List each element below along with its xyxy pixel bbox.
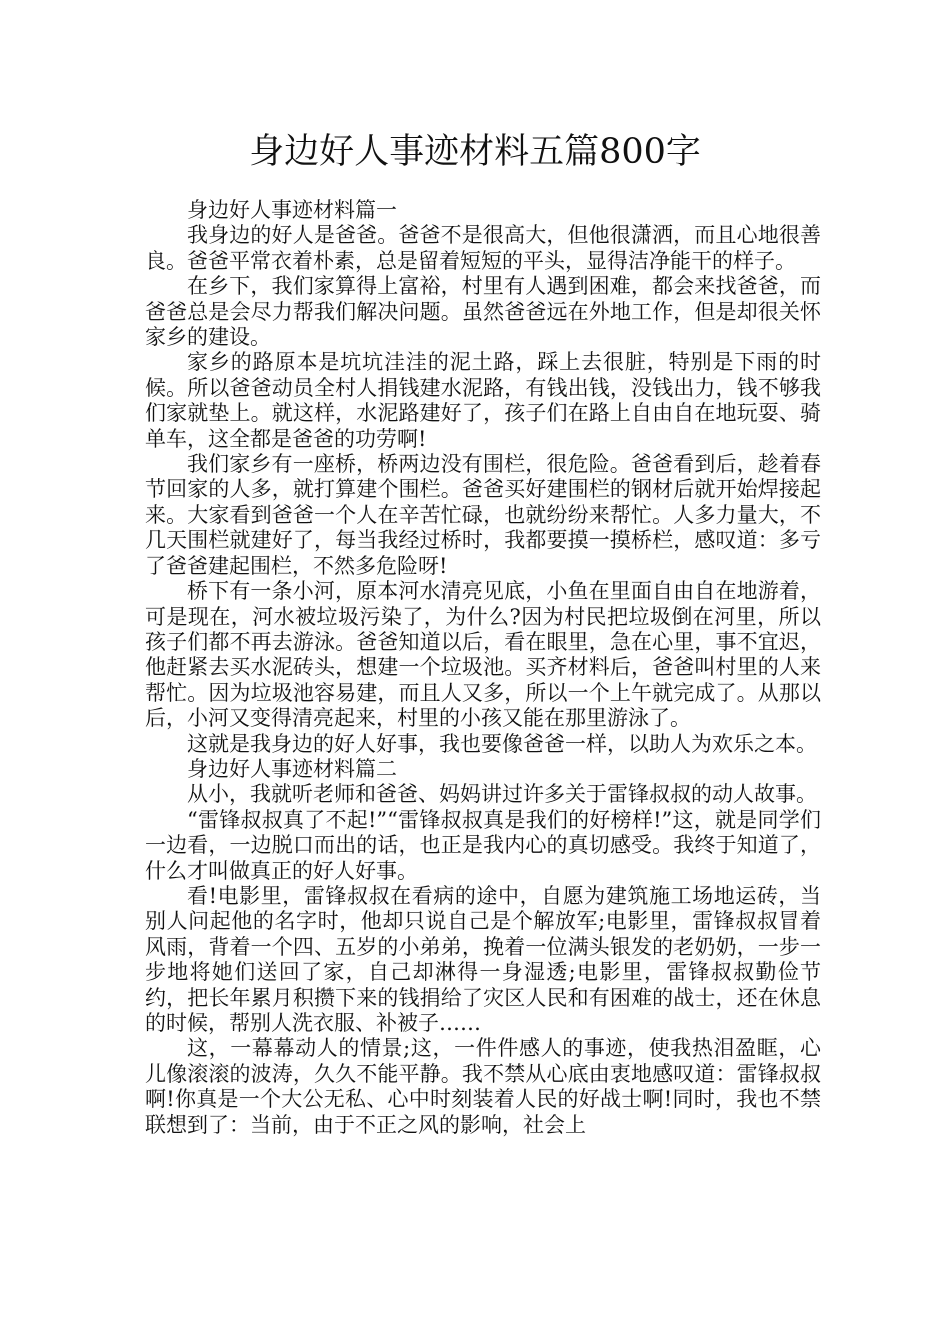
paragraph: 这就是我身边的好人好事，我也要像爸爸一样，以助人为欢乐之本。 [187,731,817,756]
paragraph: 看!电影里，雷锋叔叔在看病的途中，自愿为建筑施工场地运砖，当别人问起他的名字时，他却只说自己是个解放军;电影里，雷锋叔叔冒着风雨，背着一个四、五岁的小弟弟，挽着一位满头银发的老奶奶，一步一步地将她们送回了家，自己却淋得一身湿透;电影里，雷锋叔叔勤俭节约，把长年累月积攒下来的钱捐给了灾区人民和有困难的战士，还在休息的时候，帮别人洗衣服、补被子…… [145,883,821,1035]
paragraph: “雷锋叔叔真了不起!”“雷锋叔叔真是我们的好榜样!”这，就是同学们一边看，一边脱口而出的话，也正是我内心的真切感受。我终于知道了，什么才叫做真正的好人好事。 [145,807,821,883]
document-title: 身边好人事迹材料五篇800字 [249,132,701,172]
section-heading: 身边好人事迹材料篇一 [187,198,397,222]
paragraph: 我身边的好人是爸爸。爸爸不是很高大，但他很潇洒，而且心地很善良。爸爸平常衣着朴素，总是留着短短的平头，显得洁净能干的样子。 [145,223,821,273]
paragraph: 家乡的路原本是坑坑洼洼的泥土路，踩上去很脏，特别是下雨的时候。所以爸爸动员全村人捐钱建水泥路，有钱出钱，没钱出力，钱不够我们家就垫上。就这样，水泥路建好了，孩子们在路上自由自在地玩耍、骑单车，这全都是爸爸的功劳啊! [145,350,821,451]
paragraph: 在乡下，我们家算得上富裕，村里有人遇到困难，都会来找爸爸，而爸爸总是会尽力帮我们解决问题。虽然爸爸远在外地工作，但是却很关怀家乡的建设。 [145,274,821,350]
document-body [145,198,821,1138]
paragraph: 这，一幕幕动人的情景;这，一件件感人的事迹，使我热泪盈眶，心儿像滚滚的波涛，久久不能平静。我不禁从心底由衷地感叹道：雷锋叔叔啊!你真是一个大公无私、心中时刻装着人民的好战士啊!同时，我也不禁联想到了：当前，由于不正之风的影响，社会上 [145,1036,821,1137]
paragraph: 桥下有一条小河，原本河水清亮见底，小鱼在里面自由自在地游着，可是现在，河水被垃圾污染了，为什么?因为村民把垃圾倒在河里，所以孩子们都不再去游泳。爸爸知道以后，看在眼里，急在心里，事不宜迟，他赶紧去买水泥砖头，想建一个垃圾池。买齐材料后，爸爸叫村里的人来帮忙。因为垃圾池容易建，而且人又多，所以一个上午就完成了。从那以后，小河又变得清亮起来，村里的小孩又能在那里游泳了。 [145,579,821,731]
section-heading: 身边好人事迹材料篇二 [187,756,397,781]
paragraph: 从小，我就听老师和爸爸、妈妈讲过许多关于雷锋叔叔的动人故事。 [187,782,817,807]
paragraph: 我们家乡有一座桥，桥两边没有围栏，很危险。爸爸看到后，趁着春节回家的人多，就打算建个围栏。爸爸买好建围栏的钢材后就开始焊接起来。大家看到爸爸一个人在辛苦忙碌，也就纷纷来帮忙。人多力量大，不几天围栏就建好了，每当我经过桥时，我都要摸一摸桥栏，感叹道：多亏了爸爸建起围栏，不然多危险呀! [145,452,821,578]
